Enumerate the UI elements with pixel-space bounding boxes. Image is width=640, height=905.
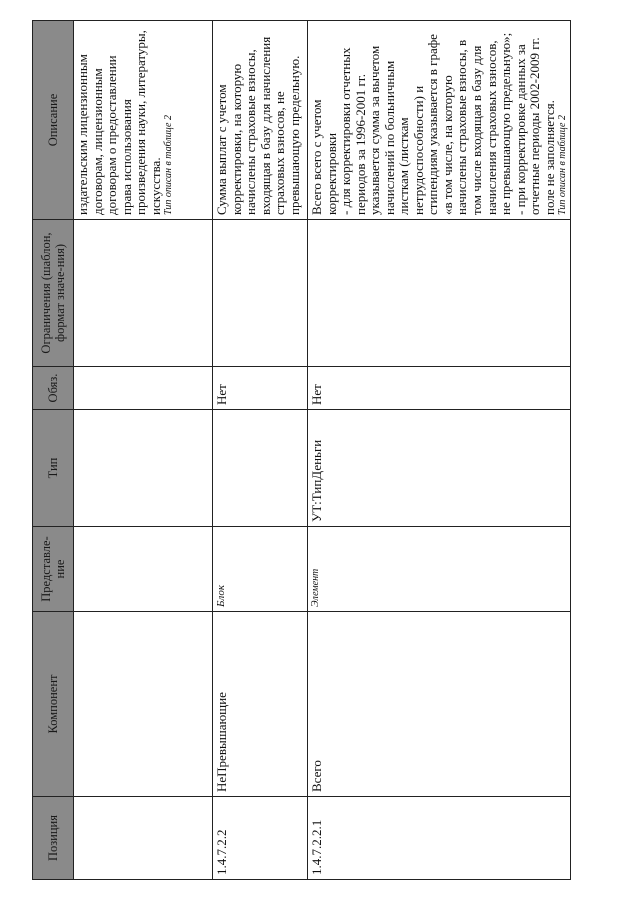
- description-text: издательским лицензионным договорам, лицензионным договорам о предоставлении права использования произведения науки, литературы, искусства.: [75, 30, 163, 215]
- description-text: Сумма выплат с учетом корректировки, на которую начислены страховые взносы, входящая в базу для начисления страховых взносов, не превышающую предельную.: [214, 36, 302, 215]
- cell-type: [74, 410, 213, 527]
- cell-format-restriction: [74, 220, 213, 367]
- cell-position: [74, 797, 213, 880]
- header-required: Обяз.: [33, 367, 74, 410]
- cell-component: [74, 612, 213, 797]
- table-row: [213, 21, 308, 880]
- cell-component: НеПревышающие: [213, 612, 308, 797]
- header-position: Позиция: [33, 797, 74, 880]
- cell-format-restriction: [213, 220, 308, 367]
- table-header-row: [33, 21, 74, 880]
- cell-required: Нет: [213, 367, 308, 410]
- cell-presentation: Блок: [213, 527, 308, 612]
- cell-description: [213, 21, 308, 220]
- header-type: Тип: [33, 410, 74, 527]
- cell-type: [213, 410, 308, 527]
- header-presentation: Представле-ние: [33, 527, 74, 612]
- description-note: Тип описан в таблице 2: [557, 115, 569, 215]
- cell-required: [74, 367, 213, 410]
- header-component: Компонент: [33, 612, 74, 797]
- spec-table-rotated: [32, 20, 569, 880]
- cell-presentation: Элемент: [308, 527, 571, 612]
- header-format-restriction: Ограничения (шаблон, формат значе-ния): [33, 220, 74, 367]
- cell-description: [74, 21, 213, 220]
- cell-component: Всего: [308, 612, 571, 797]
- cell-position: 1.4.7.2.2: [213, 797, 308, 880]
- cell-presentation: [74, 527, 213, 612]
- table-row: [74, 21, 213, 880]
- cell-type: УТ:ТипДеньги: [308, 410, 571, 527]
- table-row: [308, 21, 571, 880]
- cell-required: Нет: [308, 367, 571, 410]
- description-text: Всего всего с учетом корректировки - для корректировки отчетных периодов за 1996-2001 гг. указывается сумма за вычетом начислений по больничным листкам (листкам нетрудоспособности) и стипендиям указывается в графе «в том числе, на которую начислены страховые взносы, в том числе входящая в базу для начисления страховых взносов, не превышающую предельную»; - при корректировке данных за отчетные периоды 2002-2009 гг. поле не заполняется.: [309, 32, 557, 215]
- header-description: Описание: [33, 21, 74, 220]
- cell-position: 1.4.7.2.2.1: [308, 797, 571, 880]
- cell-format-restriction: [308, 220, 571, 367]
- spec-table: [32, 20, 571, 880]
- description-note: Тип описан в таблице 2: [163, 115, 175, 215]
- cell-description: [308, 21, 571, 220]
